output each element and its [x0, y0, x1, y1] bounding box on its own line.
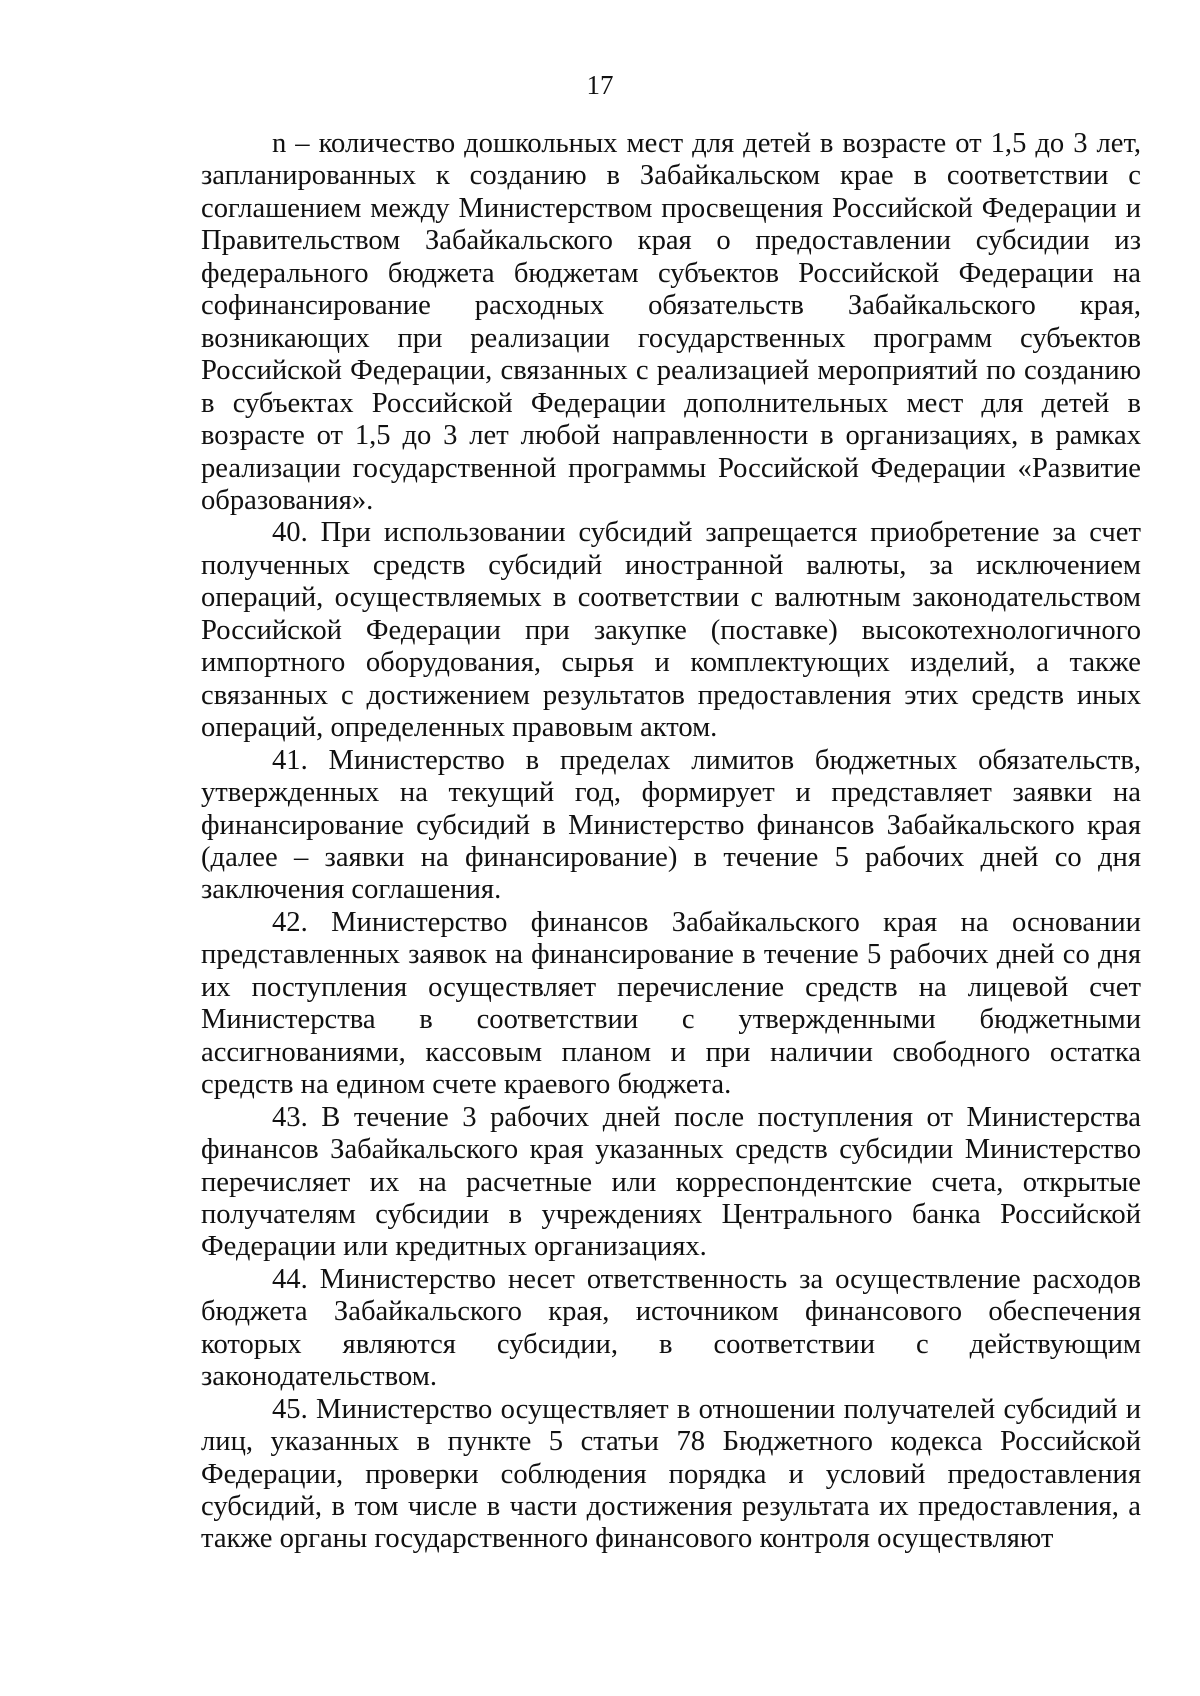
paragraph-43: 43. В течение 3 рабочих дней после поступления от Министерства финансов Забайкальского края указанных средств субсидии Министерство перечисляет их на расчетные или корреспондентские счета, открытые получателям субсидии в учреждениях Центрального банка Российской Федерации или кредитных организациях. [201, 1101, 1141, 1263]
paragraph-41: 41. Министерство в пределах лимитов бюджетных обязательств, утвержденных на текущий год, формирует и представляет заявки на финансирование субсидий в Министерство финансов Забайкальского края (далее – заявки на финансирование) в течение 5 рабочих дней со дня заключения соглашения. [201, 744, 1141, 906]
page-number: 17 [586, 70, 614, 100]
paragraph-45: 45. Министерство осуществляет в отношении получателей субсидий и лиц, указанных в пункте 5 статьи 78 Бюджетного кодекса Российской Федерации, проверки соблюдения порядка и условий предоставления субсидий, в том числе в части достижения результата их предоставления, а также органы государственного финансового контроля осуществляют [201, 1393, 1141, 1555]
document-body [201, 128, 1141, 1556]
paragraph-40: 40. При использовании субсидий запрещается приобретение за счет полученных средств субсидий иностранной валюты, за исключением операций, осуществляемых в соответствии с валютным законодательством Российской Федерации при закупке (поставке) высокотехнологичного импортного оборудования, сырья и комплектующих изделий, а также связанных с достижением результатов предоставления этих средств иных операций, определенных правовым актом. [201, 517, 1141, 744]
paragraph-44: 44. Министерство несет ответственность за осуществление расходов бюджета Забайкальского края, источником финансового обеспечения которых являются субсидии, в соответствии с действующим законодательством. [201, 1263, 1141, 1393]
paragraph-42: 42. Министерство финансов Забайкальского края на основании представленных заявок на финансирование в течение 5 рабочих дней со дня их поступления осуществляет перечисление средств на лицевой счет Министерства в соответствии с утвержденными бюджетными ассигнованиями, кассовым планом и при наличии свободного остатка средств на едином счете краевого бюджета. [201, 906, 1141, 1101]
paragraph-n-definition: n – количество дошкольных мест для детей в возрасте от 1,5 до 3 лет, запланированных к созданию в Забайкальском крае в соответствии с соглашением между Министерством просвещения Российской Федерации и Правительством Забайкальского края о предоставлении субсидии из федерального бюджета бюджетам субъектов Российской Федерации на софинансирование расходных обязательств Забайкальского края, возникающих при реализации государственных программ субъектов Российской Федерации, связанных с реализацией мероприятий по созданию в субъектах Российской Федерации дополнительных мест для детей в возрасте от 1,5 до 3 лет любой направленности в организациях, в рамках реализации государственной программы Российской Федерации «Развитие образования». [201, 128, 1141, 516]
